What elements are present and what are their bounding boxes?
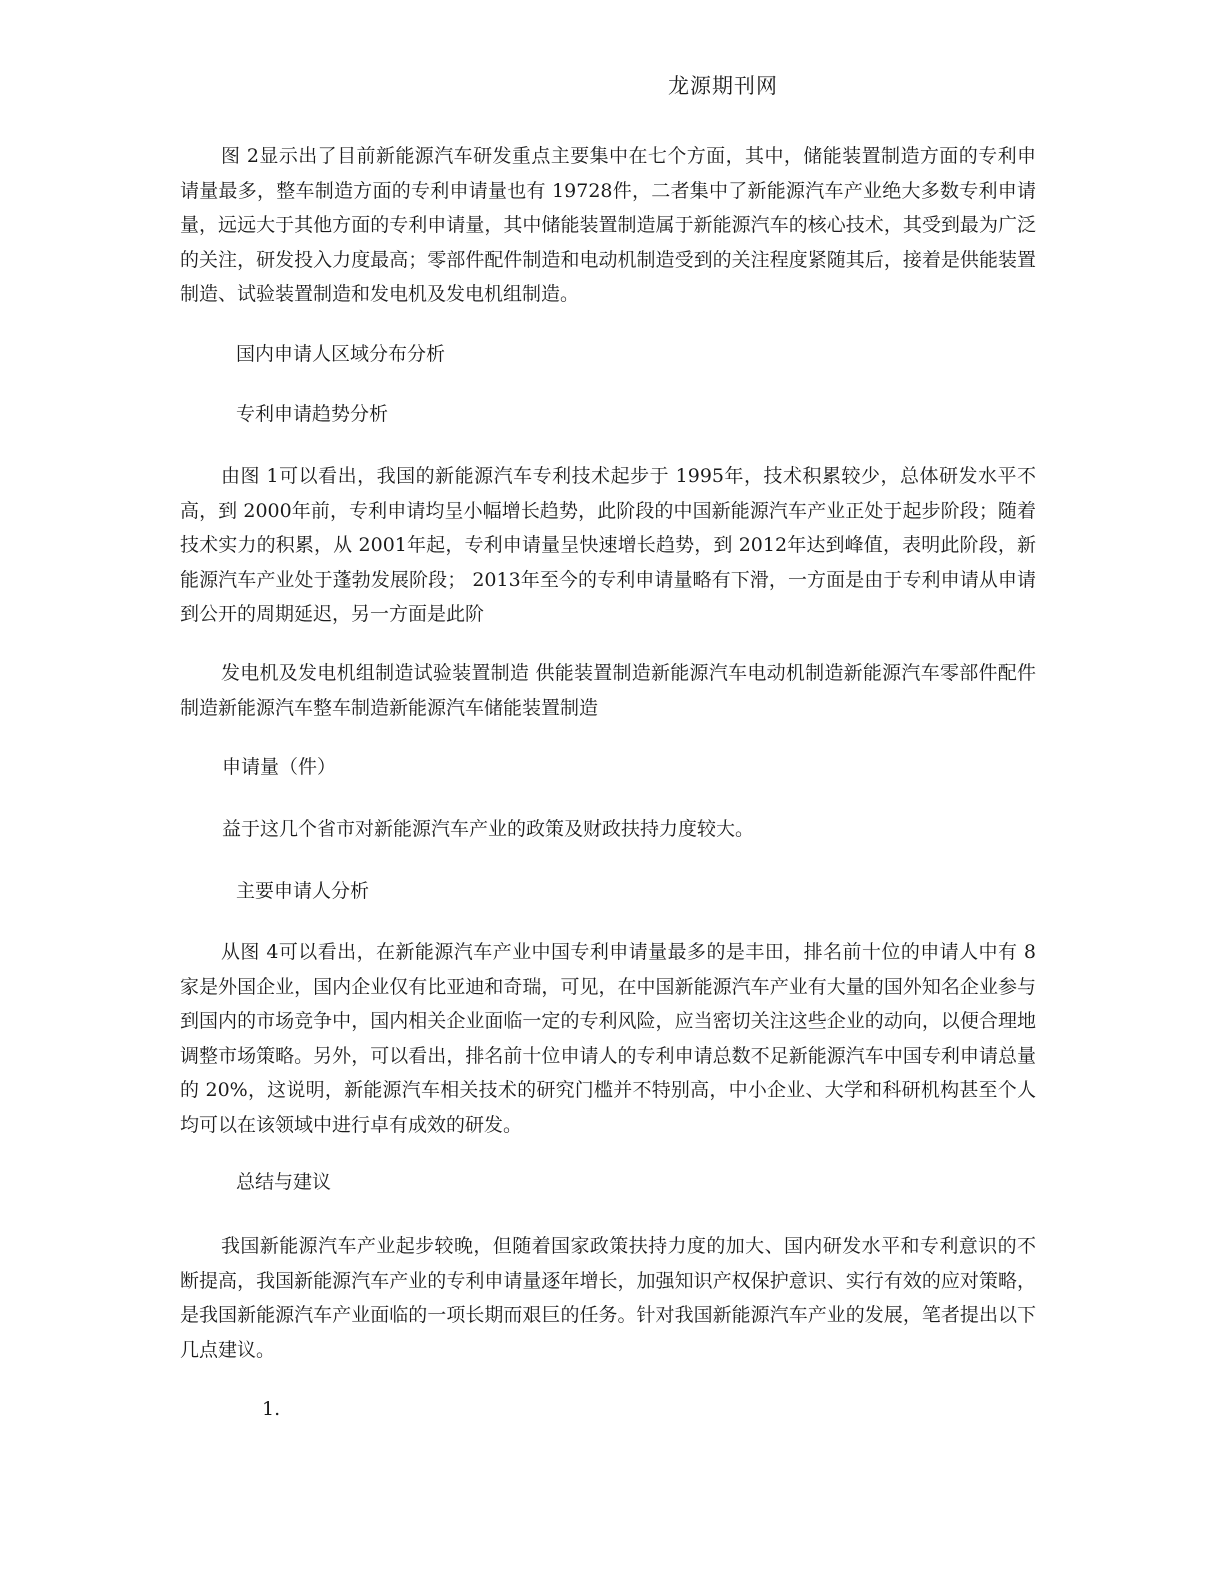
section-heading-main-applicants: 主要申请人分析: [236, 880, 370, 902]
list-number: 1.: [262, 1398, 281, 1420]
paragraph-text: 我国新能源汽车产业起步较晚，但随着国家政策扶持力度的加大、国内研发水平和专利意识的不断提高，我国新能源汽车产业的专利申请量逐年增长，加强知识产权保护意识、实行有效的应对策略，是我国新能源汽车产业面临的一项长期而艰巨的任务。针对我国新能源汽车产业的发展，笔者提出以下几点建议。: [180, 1235, 1036, 1361]
section-heading-patent-trend: 专利申请趋势分析: [236, 403, 389, 425]
paragraph-main-applicants: [180, 935, 1036, 1142]
paragraph-rd-focus: [180, 139, 1036, 312]
section-heading-summary: 总结与建议: [236, 1171, 332, 1193]
site-header-title: 龙源期刊网: [668, 74, 778, 98]
paragraph-policy-support: 益于这几个省市对新能源汽车产业的政策及财政扶持力度较大。: [222, 818, 755, 840]
paragraph-trend-analysis: [180, 459, 1036, 632]
paragraph-text: 从图 4可以看出，在新能源汽车产业中国专利申请量最多的是丰田，排名前十位的申请人中有 8家是外国企业，国内企业仅有比亚迪和奇瑞，可见，在中国新能源汽车产业有大量的国外知名企业参与到国内的市场竞争中，国内相关企业面临一定的专利风险，应当密切关注这些企业的动向，以便合理地调整市场策略。另外，可以看出，排名前十位申请人的专利申请总数不足新能源汽车中国专利申请总量的 20%，这说明，新能源汽车相关技术的研究门槛并不特别高，中小企业、大学和科研机构甚至个人均可以在该领域中进行卓有成效的研发。: [180, 941, 1036, 1136]
paragraph-text: 图 2显示出了目前新能源汽车研发重点主要集中在七个方面，其中，储能装置制造方面的专利申请量最多，整车制造方面的专利申请量也有 19728件，二者集中了新能源汽车产业绝大多数专利申请量，远远大于其他方面的专利申请量，其中储能装置制造属于新能源汽车的核心技术，其受到最为广泛的关注，研发投入力度最高；零部件配件制造和电动机制造受到的关注程度紧随其后，接着是供能装置制造、试验装置制造和发电机及发电机组制造。: [180, 145, 1036, 305]
paragraph-summary: [180, 1229, 1036, 1367]
paragraph-figure-categories: [180, 656, 1036, 725]
figure-axis-caption: 申请量（件）: [222, 756, 337, 778]
paragraph-text: 发电机及发电机组制造试验装置制造 供能装置制造新能源汽车电动机制造新能源汽车零部件配件制造新能源汽车整车制造新能源汽车储能装置制造: [180, 662, 1036, 719]
section-heading-domestic-region: 国内申请人区域分布分析: [236, 343, 446, 365]
paragraph-text: 由图 1可以看出，我国的新能源汽车专利技术起步于 1995年，技术积累较少，总体研发水平不高，到 2000年前，专利申请均呈小幅增长趋势，此阶段的中国新能源汽车产业正处于起步阶段；随着技术实力的积累，从 2001年起，专利申请量呈快速增长趋势，到 2012年达到峰值，表明此阶段，新能源汽车产业处于蓬勃发展阶段； 2013年至今的专利申请量略有下滑，一方面是由于专利申请从申请到公开的周期延迟，另一方面是此阶: [180, 465, 1036, 625]
